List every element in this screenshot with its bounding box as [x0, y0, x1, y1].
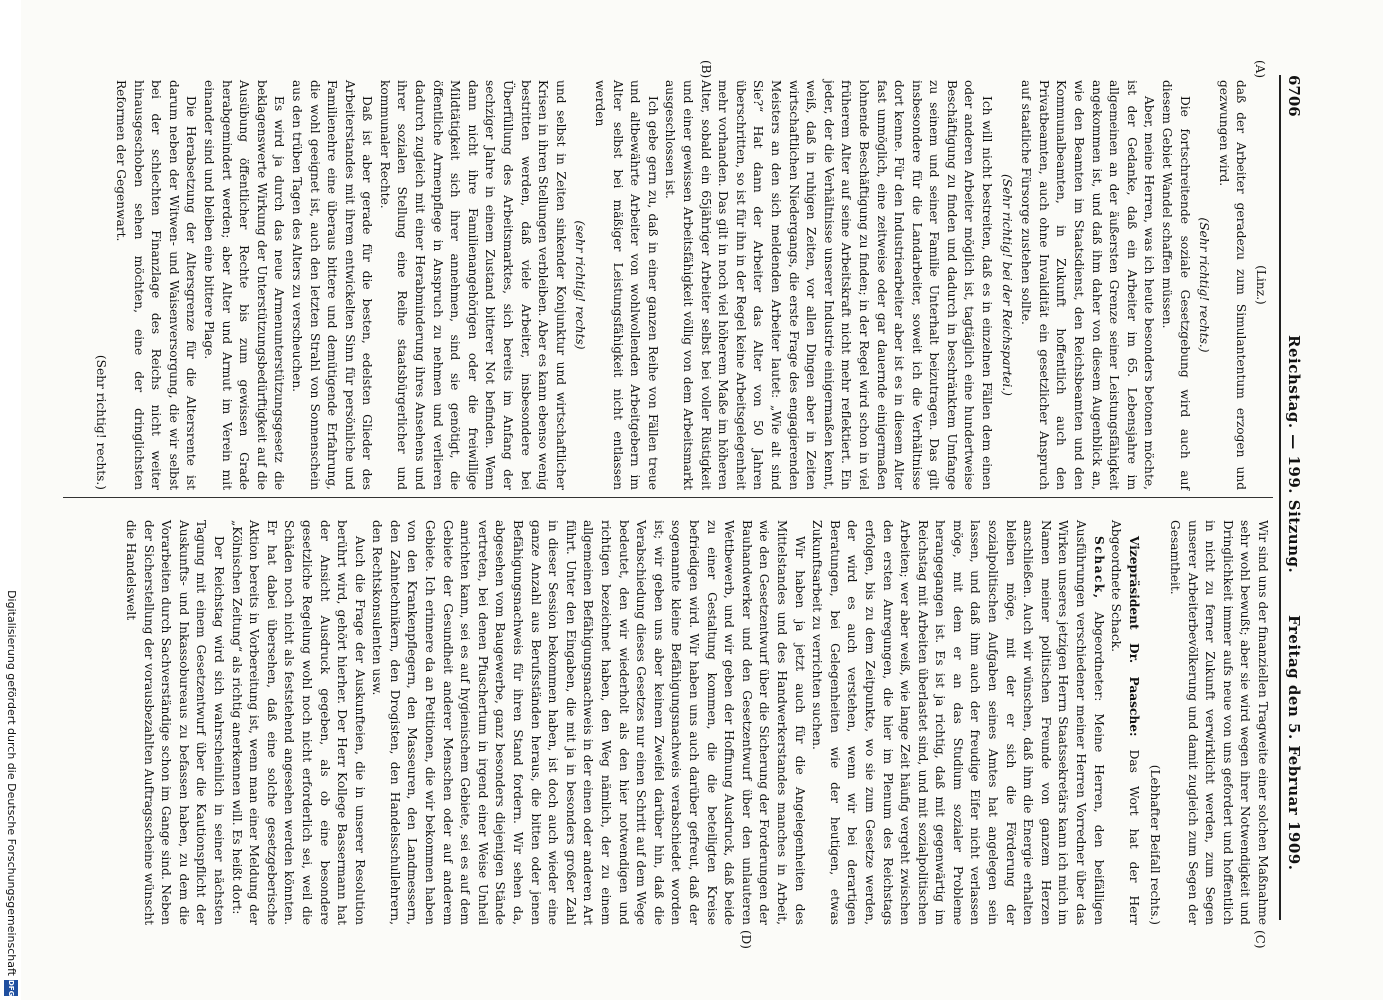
- left-column: [88, 80, 1271, 490]
- page-number: 6706: [1285, 75, 1303, 117]
- paragraph: Die fortschreitende soziale Gesetzgebung wird auch auf diesem Gebiet Wandel schaffen müssen.: [1160, 80, 1192, 490]
- applause-note: (Sehr richtig! rechts.): [1197, 217, 1212, 353]
- paragraph: Aber, meine Herren, was ich heute besonders betonen möchte, ist der Gedanke, daß ein Arbeiter im 65. Lebensjahre im allgemeinen an der äußersten Grenze seiner Leistungsfähigkeit angekommen ist, und daß ihm daher von diesem Augenblick an, wie den Beamten im Staatsdienst, den Reichsbeamten und den Kommunalbeamten, in Zukunft hoffentlich auch den Privatbeamten, auch ohne Invalidität ein gesetzlicher Anspruch auf staatliche Fürsorge zustehen sollte.: [1019, 80, 1157, 490]
- quoted-paragraph: Der Reichstag wird sich wahrscheinlich in seiner nächsten Tagung mit einem Gesetzentwurf über die Kautionspflicht der Auskunfts- und Inkassobureaus zu befassen haben, zu dem die Vorarbeiten durch Sachverständige schon im Gange sind. Neben der Sicherstellung der vorausbezahlten Auftragsscheine wünscht die Handelswelt: [124, 520, 226, 925]
- applause-note: (Lebhafter Beifall rechts.): [1148, 764, 1163, 925]
- speech-paragraph: [808, 520, 1107, 925]
- speaker-name: Schack,: [1091, 536, 1106, 600]
- paragraph: Ich will nicht bestreiten, daß es in einzelnen Fällen dem einen oder anderen Arbeiter möglich ist, tagtäglich eine hundertweise Beschäftigung zu finden und dadurch in beschränktem Umfange zu seinem und seiner Familie Unterhalt beizutragen. Das gilt insbesondere für die Landarbeiter, soweit ich die Verhältnisse dort kenne. Für den Industriearbeiter aber ist es in diesem Alter fast unmöglich, eine zeitweise oder gar dauernde einigermaßen lohnende Beschäftigung zu finden; in der Regel wird schon in viel früherem Alter auf seine Arbeitskraft nicht mehr reflektiert. Ein jeder, der die Verhältnisse unserer Industrie einigermaßen kennt, weiß, daß in ruhigen Zeiten, vor allen Dingen aber in Zeiten wirtschaftlichen Niedergangs, die erste Frage des engagierenden Meisters an den sich meldenden Arbeiter lautet: „Wie alt sind Sie?“ Hat dann der Arbeiter das Alter von 50 Jahren überschritten, so ist für ihn in der Regel keine Arbeitsgelegenheit mehr vorhanden. Das gilt in noch viel höherem Maße im höheren Alter, sobald ein 65jähriger Arbeiter selbst bei voller Rüstigkeit und einer gewissen Arbeitsfähigkeit völlig von dem Arbeitsmarkt ausgeschlossen ist.: [663, 80, 995, 490]
- applause-note: (sehr richtig! rechts): [573, 220, 588, 350]
- margin-mark-b: (B): [699, 60, 713, 79]
- paragraph: Wir sind uns der finanziellen Tragweite einer solchen Maßnahme sehr wohl bewußt; aber sie wird wegen ihrer Notwendigkeit und Dringlichkeit immer aufs neue von uns gefordert und hoffentlich in nicht zu ferner Zukunft verwirklicht werden, zum Segen unserer Arbeiterbevölkerung und damit zugleich zum Segen der Gesamtheit.: [1168, 520, 1270, 925]
- session-date: Freitag den 5. Februar 1909.: [1285, 615, 1303, 871]
- chair-speaker-name: Vizepräsident Dr. Paasche:: [1126, 536, 1141, 737]
- digitization-credit: Digitalisierung gefördert durch die Deutsche Forschungsgemeinschaft: [5, 590, 18, 976]
- applause-note: (Sehr richtig! rechts.): [94, 354, 109, 490]
- session-title: Reichstag. — 199. Sitzung.: [1285, 335, 1303, 574]
- paragraph: daß der Arbeiter geradezu zum Simulantentum erzogen und gezwungen wird.: [1216, 80, 1249, 490]
- page-header: [1279, 75, 1305, 920]
- paragraph: Es wird ja durch das neue Armenunterstützungsgesetz die beklagenswerte Wirkung der Unterstützungsbedürftigkeit auf die Ausübung öffentlicher Rechte bis zum gewissen Grade herabgemindert werden; aber Alter und Armut im Verein mit einander sind und bleiben eine bittere Plage.: [201, 80, 287, 490]
- margin-mark-d: (D): [739, 930, 753, 949]
- speaker-continuation: (Linz.): [1254, 265, 1268, 305]
- chair-remark-text: Das Wort hat der Herr Abgeordnete Schack.: [1109, 520, 1141, 925]
- paragraph: Die Herabsetzung der Altersgrenze für die Altersrente ist darum neben der Witwen- und Waisenversorgung, die wir selbst bei der schlechten Finanzlage des Reichs nicht weiter hinausgeschoben sehen möchten, eine der dringlichsten Reformen der Gegenwart.: [114, 80, 199, 490]
- dfg-logo: DFG: [4, 980, 18, 996]
- right-column: [121, 520, 1271, 925]
- paragraph: Wir haben ja jetzt auch für die Angelegenheiten des Mittelstandes und des Handwerkerstandes manches in Arbeit, wie den Gesetzentwurf über die Sicherung der Forderungen der Bauhandwerker und den Gesetzentwurf über den unlauteren Wettbewerb, und wir geben der Hoffnung Ausdruck, daß beide zu einer Gestaltung kommen, die die beteiligten Kreise befriedigen wird. Wir haben uns auch darüber gefreut, daß der sogenannte kleine Befähigungsnachweis verabschiedet worden ist; wir geben uns aber keinem Zweifel darüber hin, daß die Verabschiedung dieses Gesetzes nur einen Schritt auf dem Wege bedeutet, den wir wiederholt als den hier notwendigen und richtigen bezeichnet haben, den Weg nämlich, der zu einem allgemeinen Befähigungsnachweis in der einen oder anderen Art führt. Unter den Eingaben, die mit ja in besonders großer Zahl in dieser Session bekommen haben, ist doch auch wieder eine ganze Anzahl aus Berufsständen heraus, die bitten oder jenen Befähigungsnachweis für ihren Stand fordern. Wir sehen da, abgesehen vom Baugewerbe, ganz besonders diejenigen Stände vertreten, bei denen Pfuschertum in irgend einer Weise Unheil anrichten kann, sei es auf hygienischem Gebiete, sei es auf dem Gebiete der Gesundheit anderer Menschen oder auf anderem Gebiete. Ich erinnere da an Petitionen, die wir bekommen haben von den Krankenpflegern, den Masseuren, den Landmessern, den Zahntechnikern, den Drogisten, den Handelsschullehrern, den Rechtskonsulenten usw.: [370, 520, 807, 925]
- paragraph: Daß ist aber gerade für die besten, edelsten Glieder des Arbeiterstandes mit ihrem entwickelten Sinn für persönliche und Familienehre eine überaus bittere und demütigende Erfahrung, die wohl geeignet ist, auch den letzten Strahl von Sonnenschein aus den trüben Tagen des Alters zu verscheuchen.: [289, 80, 375, 490]
- applause-note: (Sehr richtig! bei der Reichspartei.): [999, 174, 1014, 396]
- digitization-footer: [0, 0, 21, 1000]
- paragraph: Auch die Frage der Auskunfteien, die in unserer Resolution berührt wird, gehört hierher. Der Herr Kollege Bassermann hat der Ansicht Ausdruck gegeben, als ob eine besondere gesetzliche Regelung wohl noch nicht erforderlich sei, weil die Schäden noch nicht als feststehend angesehen werden könnten. Er hat dabei übersehen, daß eine solche gesetzgeberische Aktion bereits in Vorbereitung ist, wenn man einer Meldung der „Kölnischen Zeitung“ als richtig anerkennen will. Es heißt dort:: [229, 520, 367, 925]
- chair-remark: [1107, 520, 1142, 925]
- speaker-role: Abgeordneter:: [1091, 611, 1106, 702]
- speech-text: Meine Herren, den beifälligen Ausführungen verschiedener meiner Herren Vorredner über das Wirken unseres jetzigen Herrn Staatssekretärs kann ich mich im Namen meiner politischen Freunde von ganzem Herzen anschließen. Auch wir wünschen, daß ihm die Energie erhalten bleiben möge, mit der er sich die Förderung der sozialpolitischen Aufgaben seines Amtes hat angelegen sein lassen, und daß ihm auch der freudige Eifer nicht verlassen möge, mit dem er an das Studium sozialer Probleme herangegangen ist. Es ist ja richtig, daß mit gegenwärtig im Reichstag mit Arbeiten überlastet sind, und mit sozialpolitischen Arbeiten; wer aber weiß, wie lange Zeit häufig vergeht zwischen den ersten Anregungen, die hier im Plenum des Reichstags erfolgen, bis zu dem Zeitpunkte, wo sie zum Gesetze werden, der wird es auch verstehen, wenn wir bei derartigen Beratungen, bei Gelegenheiten wie der heutigen, etwas Zukunftsarbeit zu verrichten suchen.: [810, 520, 1106, 926]
- column-divider: [63, 497, 1273, 498]
- paragraph: Ich gebe gern zu, daß in einer ganzen Reihe von Fällen treue und altbewährte Arbeiter von wohlwollenden Arbeitgebern im Alter selbst bei mäßiger Leistungsfähigkeit nicht entlassen werden: [593, 80, 660, 490]
- margin-mark-a: (A): [1253, 60, 1267, 79]
- margin-mark-c: (C): [1253, 930, 1267, 949]
- paragraph: und selbst in Zeiten sinkender Konjunktur und wirtschaftlicher Krisen in ihren Stellungen verbleiben. Aber es kann ebenso wenig bestritten werden, daß viele Arbeiter, insbesondere bei Überfüllung des Arbeitsmarktes, sich bereits im Anfang der sechziger Jahre in einem Zustand bitterer Not befinden. Wenn dann nicht ihre Familienangehörigen oder die freiwillige Mildtätigkeit sich ihrer annehmen, sind sie genötigt, die öffentliche Armenpflege in Anspruch zu nehmen und verlieren dadurch zugleich mit einer Herabminderung ihres Ansehens und ihrer sozialen Stellung eine Reihe staatsbürgerlicher und kommunaler Rechte.: [377, 80, 568, 491]
